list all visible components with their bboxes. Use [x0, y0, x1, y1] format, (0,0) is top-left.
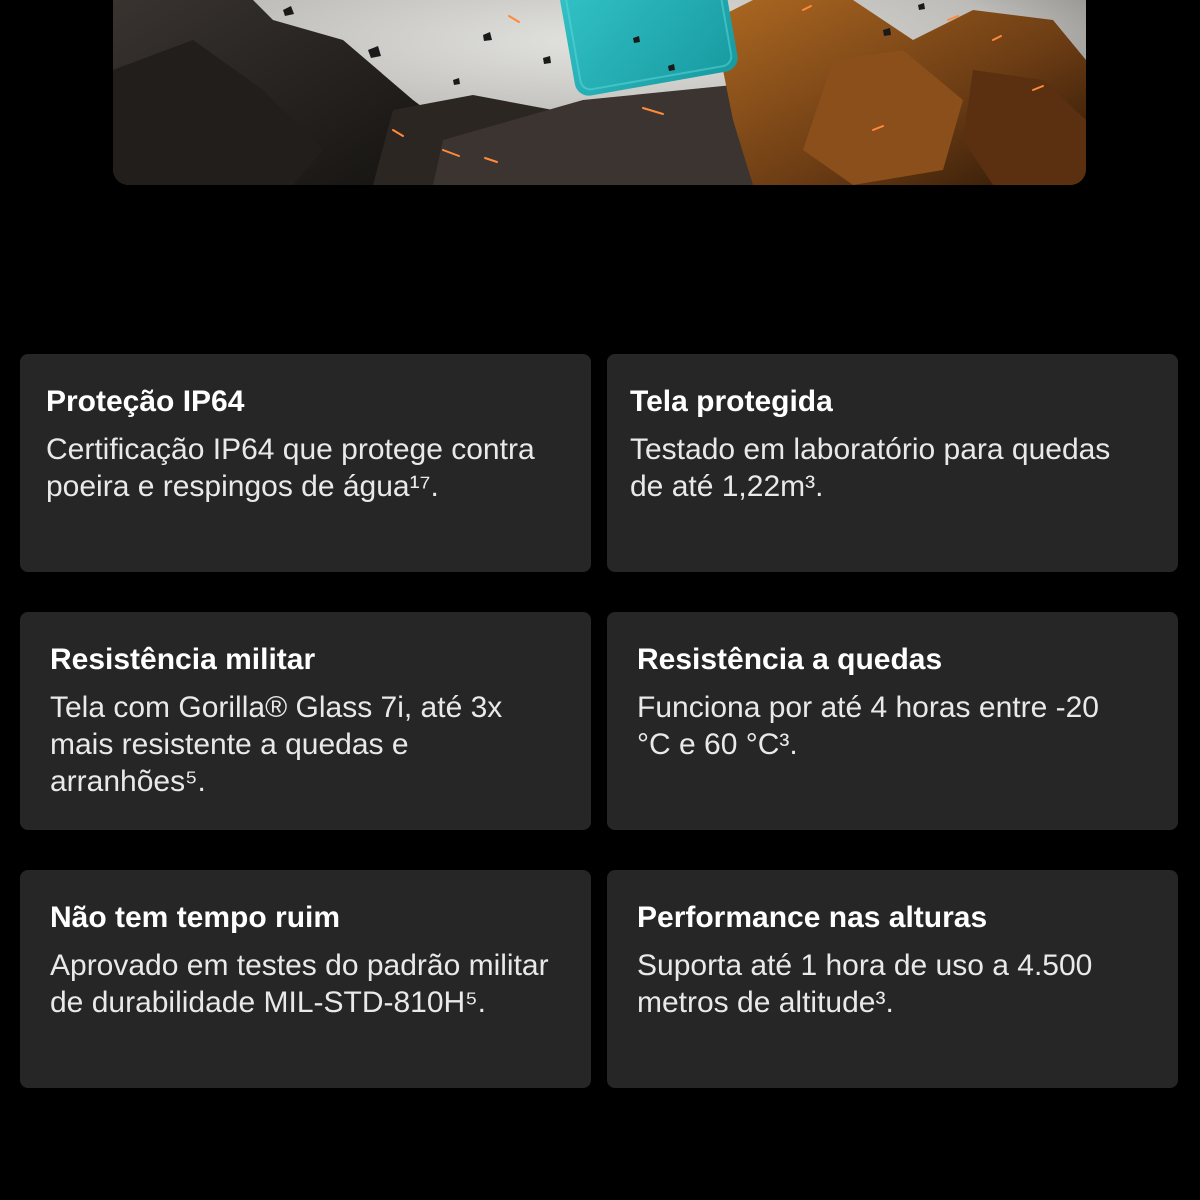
feature-card-resistencia-quedas — [607, 612, 1178, 830]
feature-title: Performance nas alturas — [637, 901, 988, 934]
feature-description: Testado em laboratório para quedas de até 1,22m³. — [630, 433, 1111, 503]
feature-description: Funciona por até 4 horas entre -20 °C e 60 °C³. — [637, 691, 1099, 761]
feature-description: Certificação IP64 que protege contra poeira e respingos de água¹⁷. — [46, 433, 535, 503]
feature-description: Tela com Gorilla® Glass 7i, até 3x mais resistente a quedas e arranhões⁵. — [50, 691, 503, 798]
feature-card-performance-alturas — [607, 870, 1178, 1088]
feature-title: Tela protegida — [630, 385, 833, 418]
hero-image — [113, 0, 1086, 185]
feature-description: Suporta até 1 hora de uso a 4.500 metros de altitude³. — [637, 949, 1093, 1019]
feature-title: Proteção IP64 — [46, 385, 245, 418]
feature-card-tempo-ruim — [20, 870, 591, 1088]
feature-description: Aprovado em testes do padrão militar de durabilidade MIL-STD-810H⁵. — [50, 949, 549, 1019]
feature-card-tela-protegida — [607, 354, 1178, 572]
feature-title: Resistência militar — [50, 643, 316, 676]
feature-card-ip64 — [20, 354, 591, 572]
feature-card-resistencia-militar — [20, 612, 591, 830]
feature-title: Resistência a quedas — [637, 643, 943, 676]
feature-title: Não tem tempo ruim — [50, 901, 341, 934]
